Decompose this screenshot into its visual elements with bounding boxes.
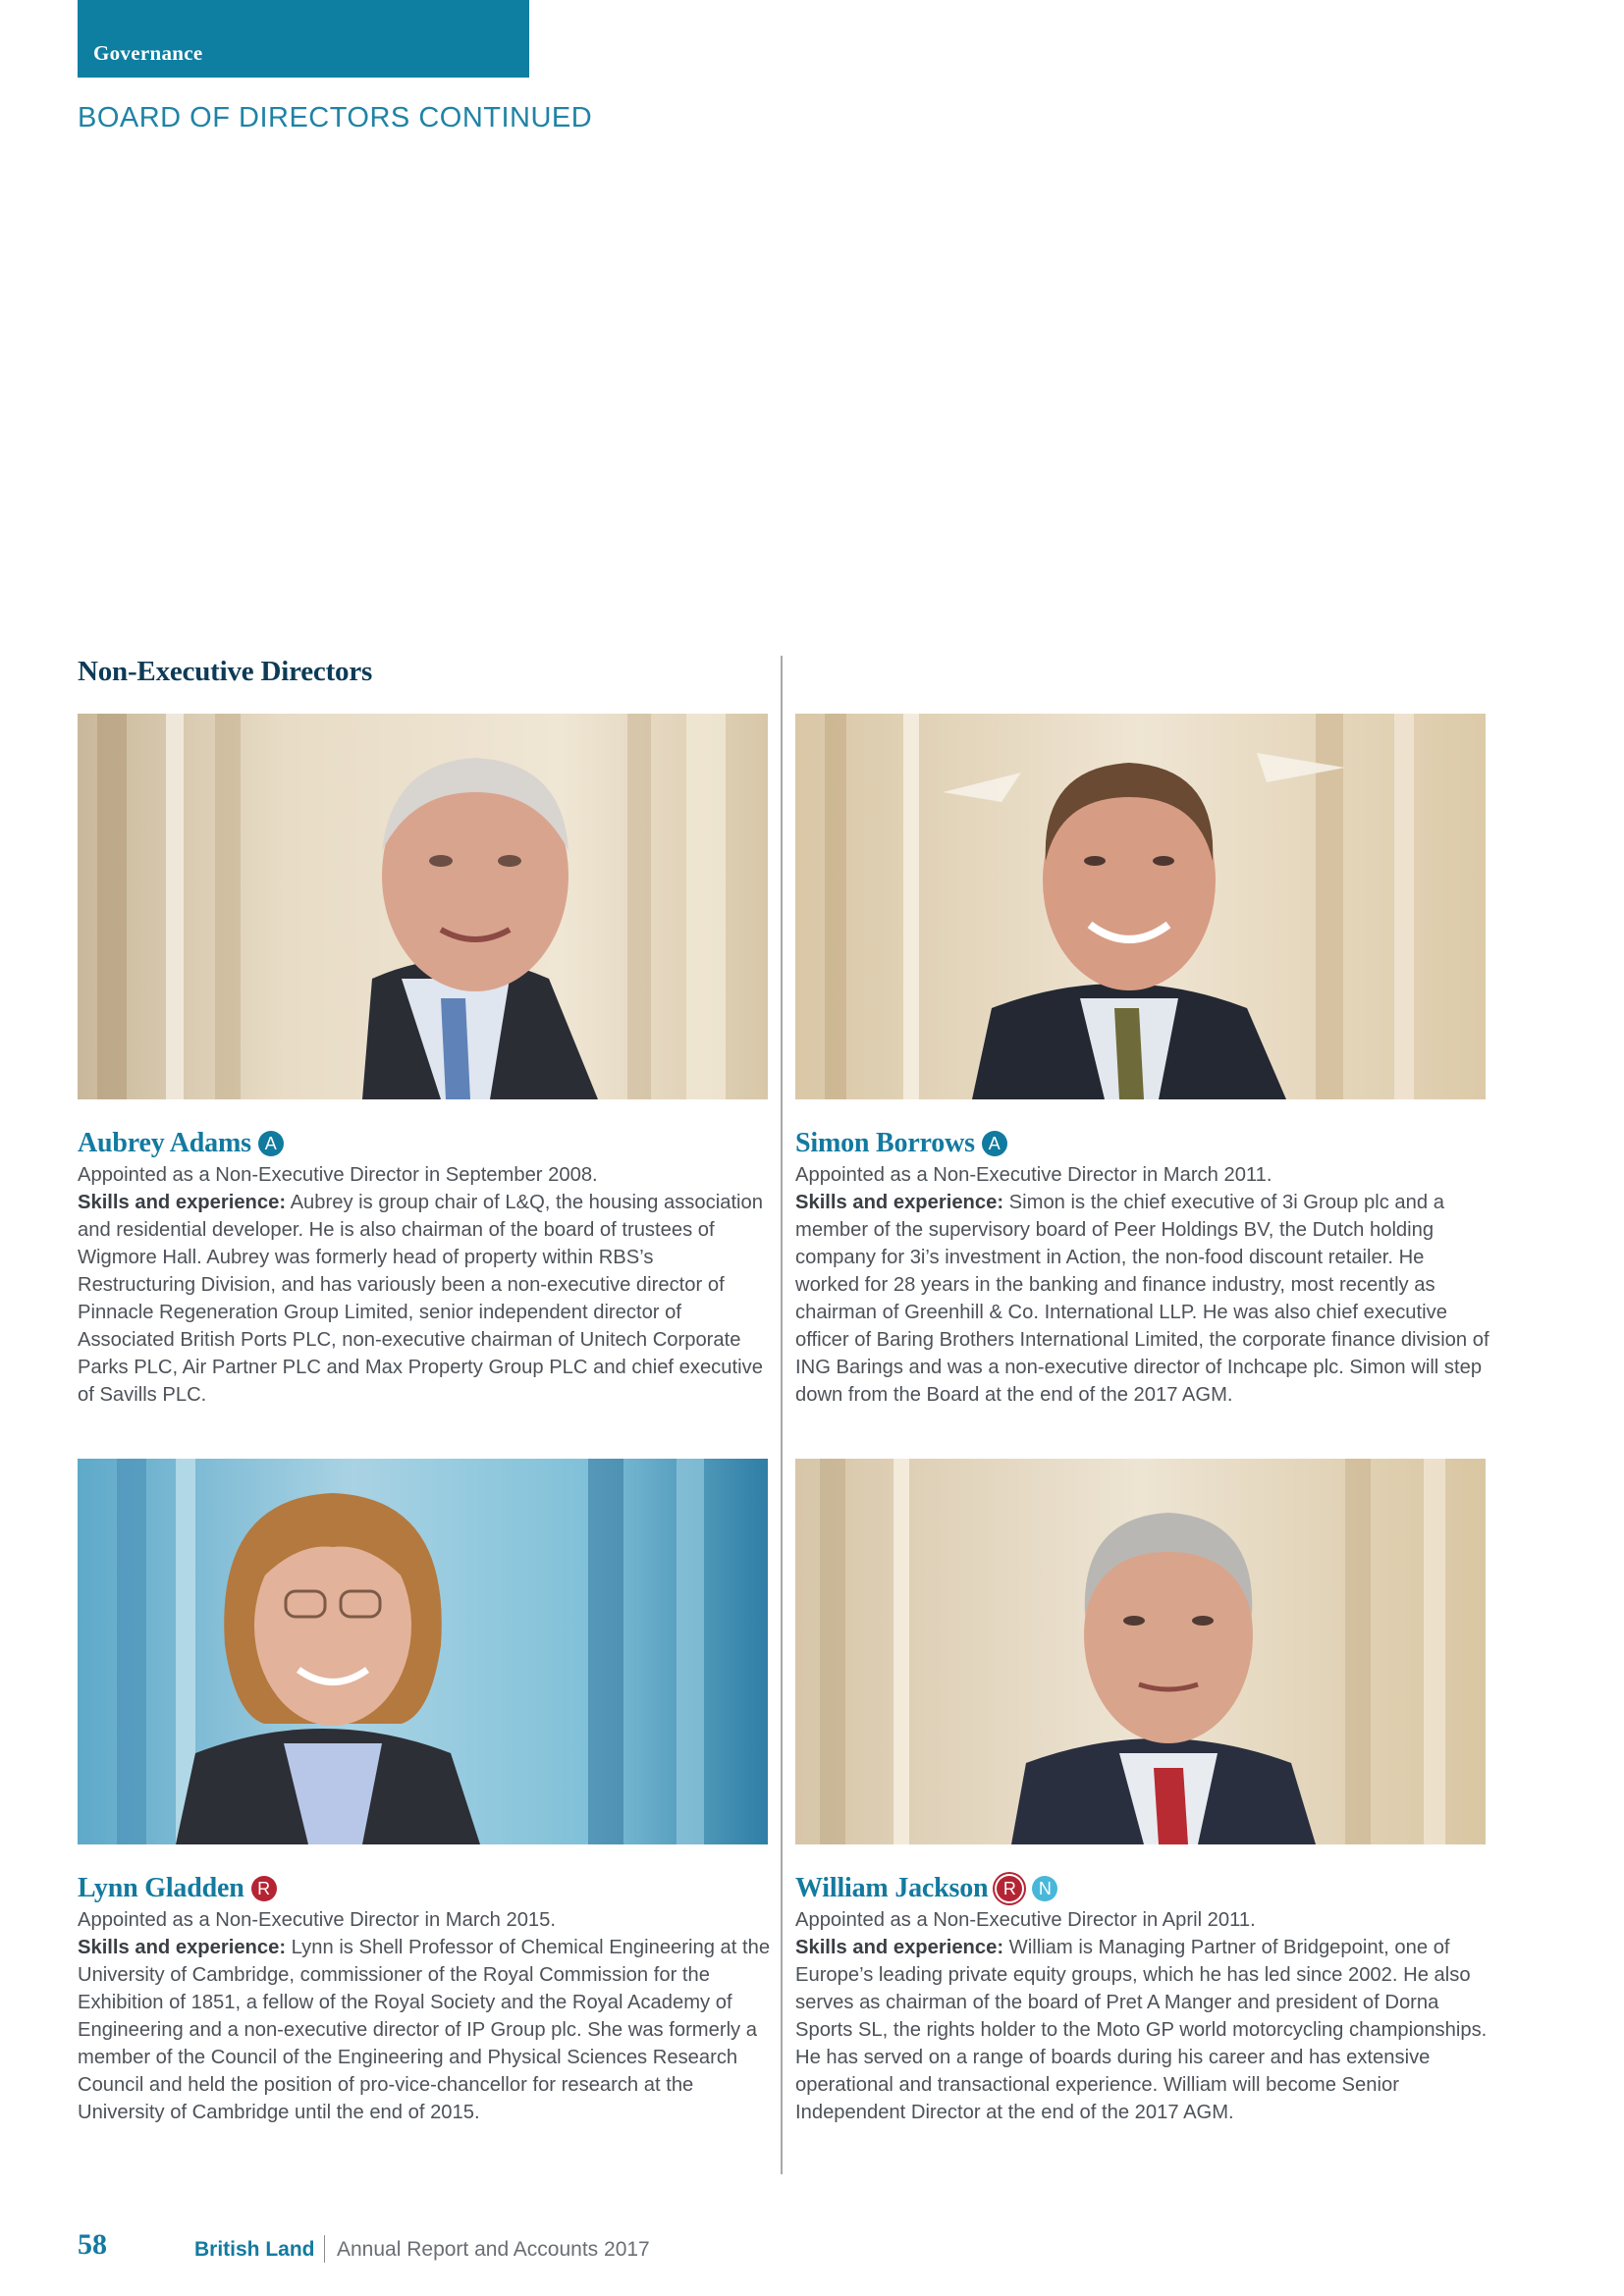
footer-brand: British Land: [194, 2238, 315, 2261]
section-heading: Non-Executive Directors: [78, 656, 373, 687]
director-photo-lynn-gladden: [78, 1459, 768, 1844]
section-tab-label: Governance: [93, 41, 203, 65]
skills-label: Skills and experience:: [795, 1192, 1004, 1213]
appointment-text: Appointed as a Non-Executive Director in April 2011.: [795, 1909, 1256, 1931]
skills-text: William is Managing Partner of Bridgepoint, one of Europe’s leading private equity groups, which he has led since 2002. He also serves as chairman of the board of Pret A Manger and president of Dorna Sports SL, the rights holder to the Moto GP world motorcycling championships. He has served on a range of boards during his career and has extensive operational and transactional experience. William will become Senior Independent Director at the end of the 2017 AGM.: [795, 1937, 1488, 2123]
director-profile-aubrey-adams: [78, 1126, 775, 1409]
director-bio: [795, 1161, 1492, 1409]
director-bio: [78, 1161, 775, 1409]
director-profile-simon-borrows: [795, 1126, 1492, 1409]
appointment-text: Appointed as a Non-Executive Director in March 2015.: [78, 1909, 556, 1931]
director-bio: [78, 1906, 775, 2126]
director-profile-william-jackson: [795, 1871, 1492, 2126]
director-profile-lynn-gladden: [78, 1871, 775, 2126]
audit-committee-badge: A: [258, 1131, 284, 1156]
director-name: Aubrey Adams: [78, 1128, 251, 1158]
skills-label: Skills and experience:: [795, 1937, 1004, 1958]
skills-label: Skills and experience:: [78, 1192, 287, 1213]
footer-report-title: Annual Report and Accounts 2017: [337, 2238, 650, 2261]
nomination-committee-badge: N: [1032, 1876, 1057, 1901]
remuneration-committee-badge: R: [251, 1876, 277, 1901]
page-number: 58: [78, 2228, 107, 2261]
skills-text: Simon is the chief executive of 3i Group plc and a member of the supervisory board of Peer Holdings BV, the Dutch holding company for 3i’s investment in Action, the non-food discount retailer. He worked for 28 years in the banking and finance industry, most recently as chairman of Greenhill & Co. International LLP. He was also chief executive officer of Baring Brothers International Limited, the corporate finance division of ING Barings and was a non-executive director of Inchcape plc. Simon will step down from the Board at the end of the 2017 AGM.: [795, 1192, 1489, 1406]
director-photo-simon-borrows: [795, 714, 1486, 1099]
remuneration-committee-chair-badge: R: [997, 1876, 1022, 1901]
director-name: Simon Borrows: [795, 1128, 975, 1158]
section-tab: [78, 0, 529, 78]
audit-committee-badge: A: [982, 1131, 1007, 1156]
footer-separator: [324, 2235, 325, 2263]
skills-text: Aubrey is group chair of L&Q, the housing association and residential developer. He is also chairman of the board of trustees of Wigmore Hall. Aubrey was formerly head of property within RBS’s Restructuring Division, and has variously been a non-executive director of Pinnacle Regeneration Group Limited, senior independent director of Associated British Ports PLC, non-executive chairman of Unitech Corporate Parks PLC, Air Partner PLC and Max Property Group PLC and chief executive of Savills PLC.: [78, 1192, 763, 1406]
skills-text: Lynn is Shell Professor of Chemical Engineering at the University of Cambridge, commissioner of the Royal Commission for the Exhibition of 1851, a fellow of the Royal Society and the Royal Academy of Engineering and a non-executive director of IP Group plc. She was formerly a member of the Council of the Engineering and Physical Sciences Research Council and held the position of pro-vice-chancellor for research at the University of Cambridge until the end of 2015.: [78, 1937, 771, 2123]
director-name: Lynn Gladden: [78, 1873, 244, 1903]
appointment-text: Appointed as a Non-Executive Director in March 2011.: [795, 1164, 1272, 1186]
director-bio: [795, 1906, 1492, 2126]
director-photo-aubrey-adams: [78, 714, 768, 1099]
skills-label: Skills and experience:: [78, 1937, 287, 1958]
column-divider: [781, 656, 783, 2174]
director-photo-william-jackson: [795, 1459, 1486, 1844]
appointment-text: Appointed as a Non-Executive Director in September 2008.: [78, 1164, 598, 1186]
director-name: William Jackson: [795, 1873, 989, 1903]
page-title: BOARD OF DIRECTORS CONTINUED: [78, 102, 593, 133]
